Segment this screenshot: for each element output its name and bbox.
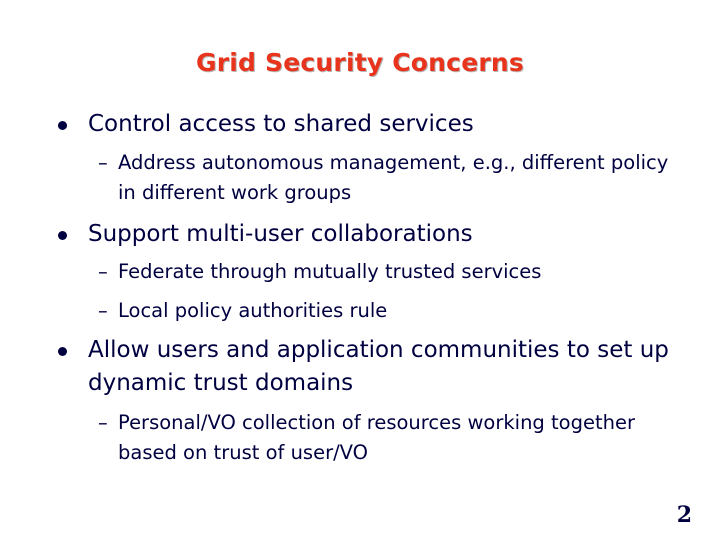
sub-bullet-item [98,408,698,468]
sub-bullet-text: Personal/VO collection of resources working together based on trust of user/VO [118,411,635,464]
sub-bullet-text: Federate through mutually trusted services [118,260,542,283]
sub-bullet-dash: – [98,260,108,283]
bullet-item [88,218,688,251]
sub-bullet-item [98,296,698,326]
sub-bullet-text: Local policy authorities rule [118,299,388,322]
sub-bullet-item [98,257,698,287]
bullet-item [88,334,688,400]
bullet-text: Allow users and application communities to set up dynamic trust domains [88,337,669,396]
sub-bullet-dash: – [98,299,108,322]
sub-bullet-dash: – [98,411,108,434]
page-number: 2 [676,502,692,528]
bullet-text: Support multi-user collaborations [88,221,473,247]
bullet-dot-icon [58,121,67,130]
bullet-text: Control access to shared services [88,111,474,137]
sub-bullet-text: Address autonomous management, e.g., different policy in different work groups [118,151,669,204]
slide-title: Grid Security Concerns [196,48,524,77]
bullet-dot-icon [58,347,67,356]
sub-bullet-dash: – [98,151,108,174]
bullet-item [88,108,688,141]
sub-bullet-item [98,148,698,208]
bullet-dot-icon [58,231,67,240]
